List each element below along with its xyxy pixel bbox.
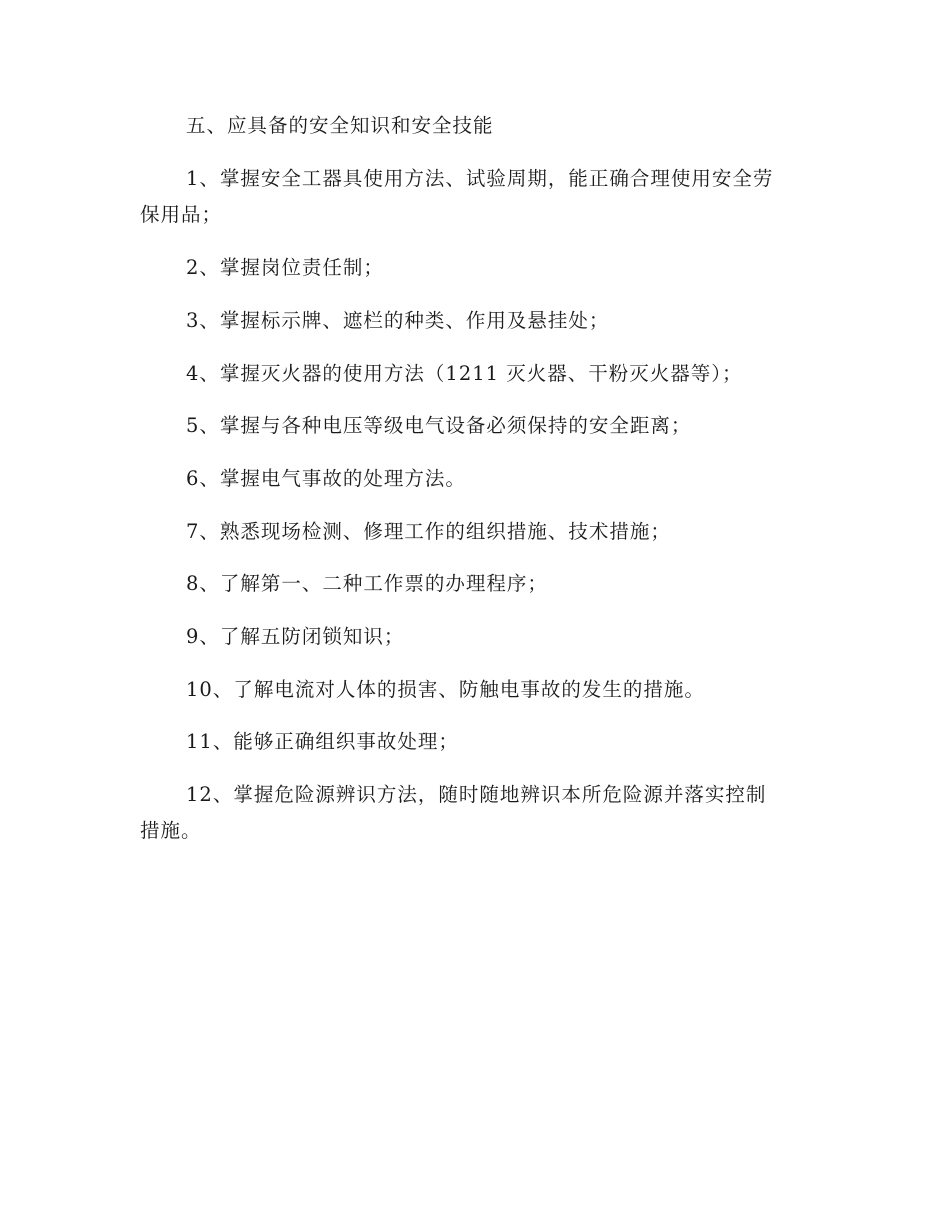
item-12-line-1: 12、掌握危险源辨识方法，随时随地辨识本所危险源并落实控制 [186,783,767,806]
item-12-line-2: 措施。 [140,819,202,842]
item-3: 3、掌握标示牌、遮栏的种类、作用及悬挂处； [186,309,610,332]
item-9: 9、了解五防闭锁知识； [186,625,405,648]
item-1-line-2: 保用品； [140,203,223,226]
section-heading: 五、应具备的安全知识和安全技能 [186,114,494,137]
item-1-line-1: 1、掌握安全工器具使用方法、试验周期，能正确合理使用安全劳 [186,167,774,190]
item-2: 2、掌握岗位责任制； [186,256,384,279]
item-4: 4、掌握灭火器的使用方法（1211 灭火器、干粉灭火器等）； [186,362,743,385]
item-7: 7、熟悉现场检测、修理工作的组织措施、技术措施； [186,520,671,543]
item-5: 5、掌握与各种电压等级电气设备必须保持的安全距离； [186,414,692,437]
item-8: 8、了解第一、二种工作票的办理程序； [186,572,548,595]
item-6: 6、掌握电气事故的处理方法。 [186,467,466,490]
item-11: 11、能够正确组织事故处理； [186,730,459,753]
item-10: 10、了解电流对人体的损害、防触电事故的发生的措施。 [186,678,705,701]
